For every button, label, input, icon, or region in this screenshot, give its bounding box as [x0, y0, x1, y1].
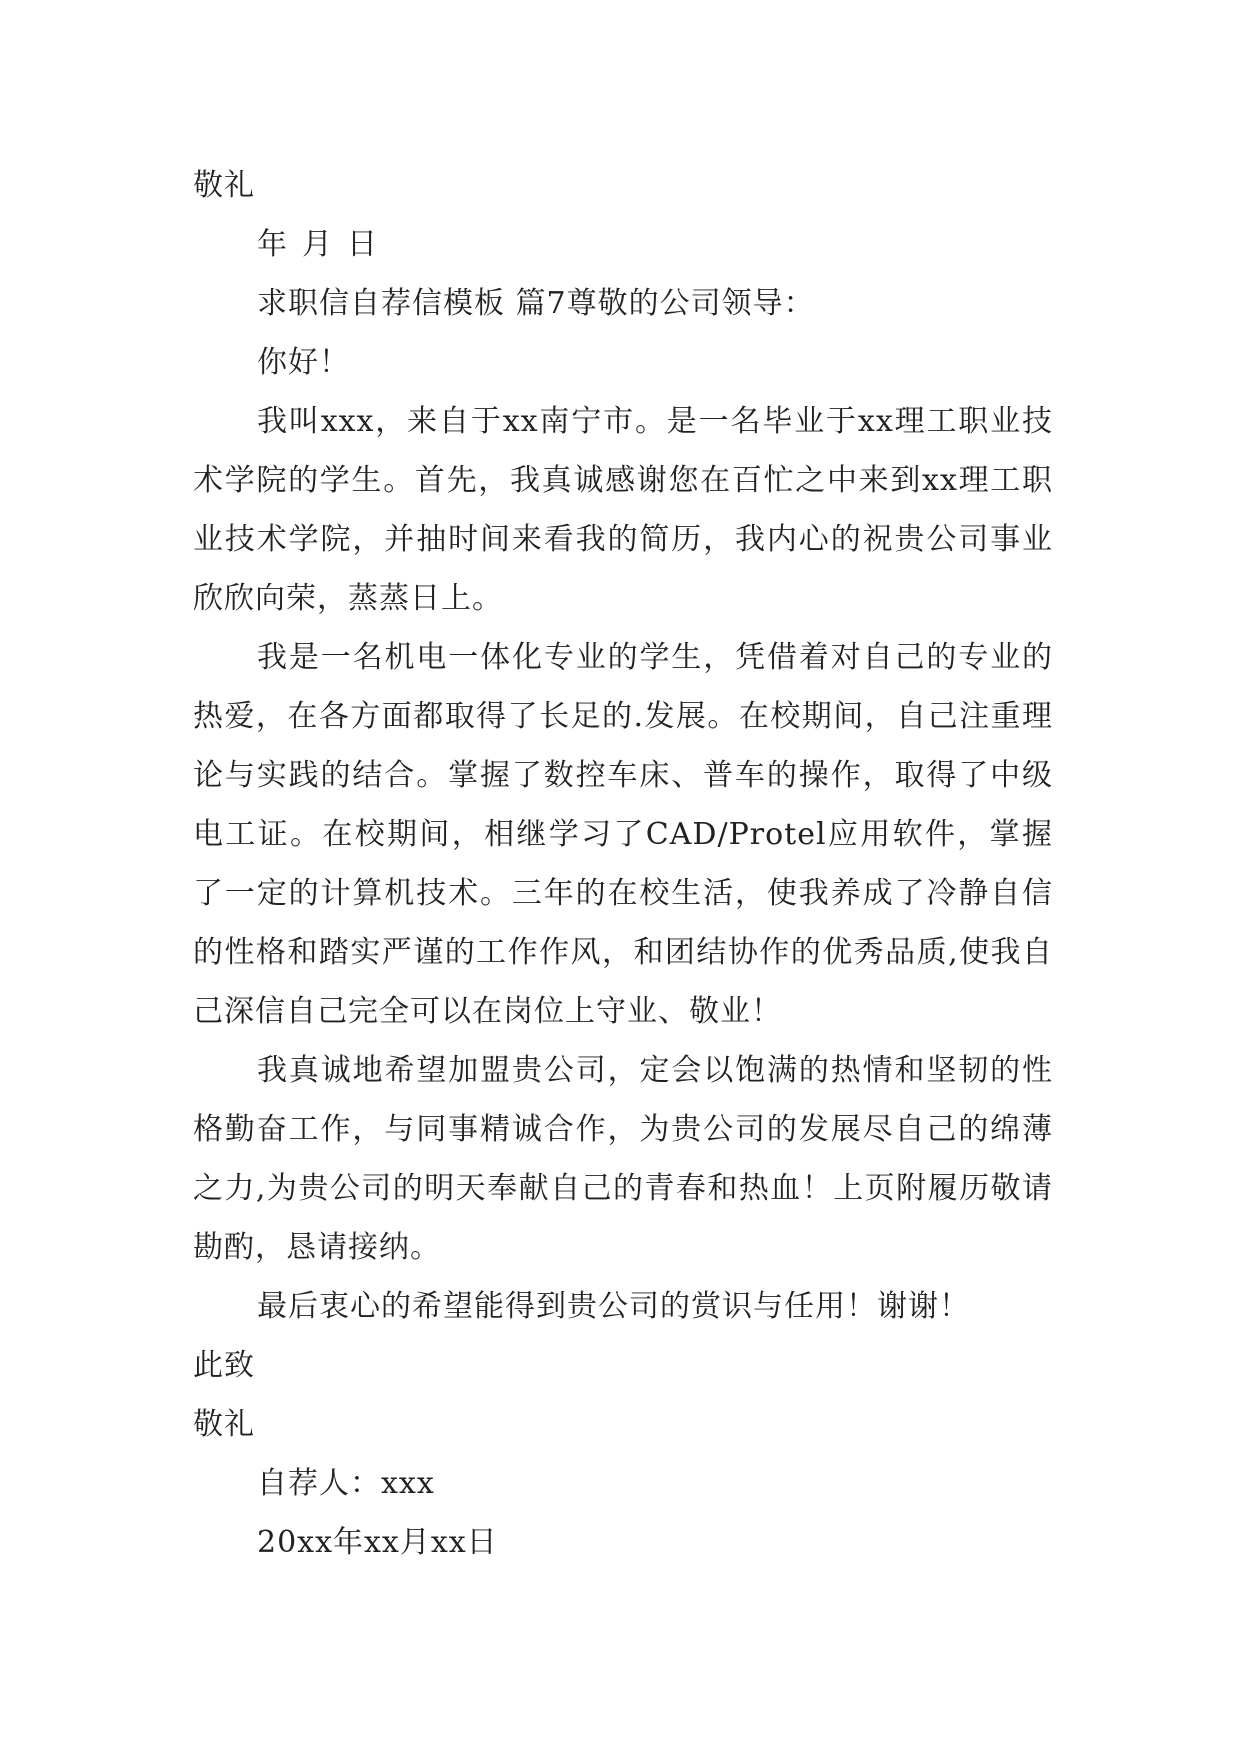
date-year: 年 [257, 227, 288, 262]
letter-heading: 求职信自荐信模板 篇7尊敬的公司领导： [257, 286, 815, 321]
closing-top: 敬礼 [193, 168, 255, 203]
date-placeholder [193, 215, 1053, 274]
letter-body [193, 156, 1053, 1572]
paragraph-aspiration: 我真诚地希望加盟贵公司，定会以饱满的热情和坚韧的性格勤奋工作，与同事精诚合作，为贵公司的发展尽自己的绵薄之力,为贵公司的明天奉献自己的青春和热血！上页附履历敬请勘酌，恳请接纳。 [193, 1053, 1053, 1265]
salutation-jing-li: 敬礼 [193, 1407, 255, 1442]
signature-date: 20xx年xx月xx日 [257, 1525, 498, 1560]
paragraph-intro: 我叫xxx，来自于xx南宁市。是一名毕业于xx理工职业技术学院的学生。首先，我真诚感谢您在百忙之中来到xx理工职业技术学院，并抽时间来看我的简历，我内心的祝贵公司事业欣欣向荣，蒸蒸日上。 [193, 404, 1053, 616]
signature: 自荐人：xxx [257, 1466, 435, 1501]
paragraph-thanks: 最后衷心的希望能得到贵公司的赏识与任用！谢谢！ [257, 1289, 970, 1324]
date-month: 月 [302, 227, 333, 262]
salutation-ci-zhi: 此致 [193, 1348, 255, 1383]
date-day: 日 [347, 227, 378, 262]
paragraph-background: 我是一名机电一体化专业的学生，凭借着对自己的专业的热爱，在各方面都取得了长足的.发展。在校期间，自己注重理论与实践的结合。掌握了数控车床、普车的操作，取得了中级电工证。在校期间，相继学习了CAD/Protel应用软件，掌握了一定的计算机技术。三年的在校生活，使我养成了冷静自信的性格和踏实严谨的工作作风，和团结协作的优秀品质,使我自己深信自己完全可以在岗位上守业、敬业！ [193, 640, 1053, 1029]
greeting: 你好！ [257, 345, 350, 380]
